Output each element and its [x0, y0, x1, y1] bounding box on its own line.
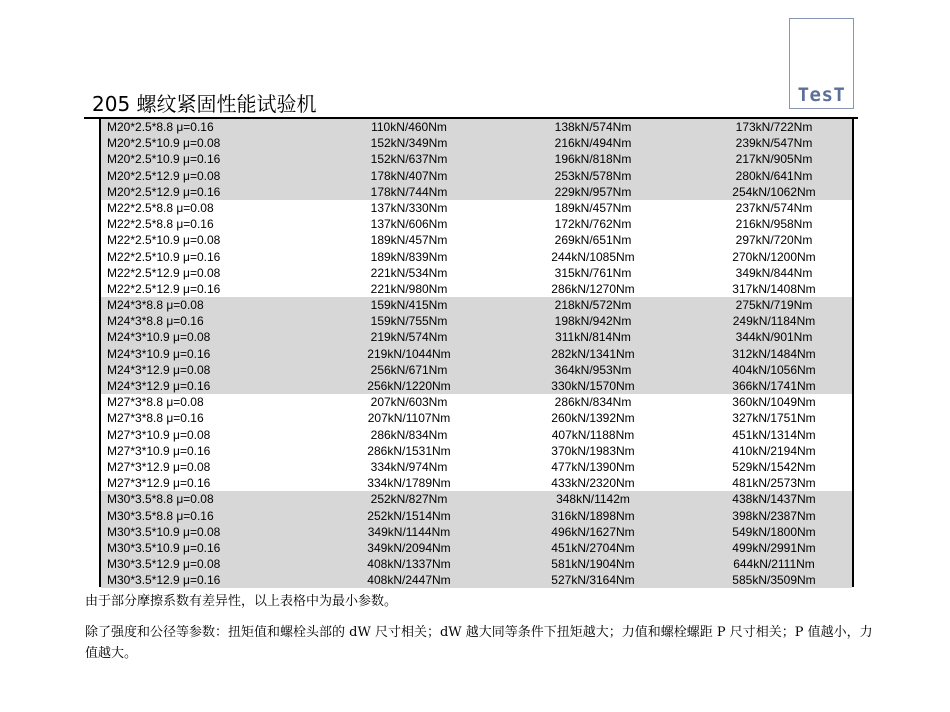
- table-row: [101, 475, 852, 491]
- spec-cell: M30*3.5*8.8 μ=0.08: [107, 492, 214, 507]
- spec-cell: M20*2.5*12.9 μ=0.16: [107, 184, 221, 199]
- value-cell-1: 349kN/2094Nm: [367, 540, 451, 555]
- value-cell-1: 221kN/534Nm: [370, 265, 448, 280]
- table-row: [101, 346, 852, 362]
- value-cell-3: 173kN/722Nm: [735, 120, 813, 134]
- value-cell-3: 644kN/2111Nm: [733, 557, 815, 572]
- value-cell-3: 398kN/2387Nm: [732, 508, 816, 523]
- value-cell-1: 219kN/1044Nm: [367, 346, 451, 361]
- value-cell-3: 312kN/1484Nm: [732, 346, 816, 361]
- value-cell-2: 286kN/834Nm: [554, 395, 632, 410]
- value-cell-3: 270kN/1200Nm: [732, 249, 816, 264]
- value-cell-3: 216kN/958Nm: [735, 217, 813, 232]
- table-row: [101, 394, 852, 410]
- spec-cell: M27*3*10.9 μ=0.08: [107, 427, 211, 442]
- value-cell-1: 152kN/637Nm: [370, 152, 448, 167]
- table-row: [101, 572, 852, 588]
- value-cell-2: 216kN/494Nm: [554, 136, 632, 151]
- value-cell-1: 252kN/827Nm: [370, 492, 448, 507]
- value-cell-2: 198kN/942Nm: [554, 314, 632, 329]
- spec-cell: M30*3.5*10.9 μ=0.16: [107, 540, 221, 555]
- spec-cell: M24*3*8.8 μ=0.16: [107, 314, 204, 329]
- spec-cell: M22*2.5*8.8 μ=0.08: [107, 200, 214, 215]
- value-cell-3: 239kN/547Nm: [735, 136, 813, 151]
- value-cell-1: 178kN/744Nm: [370, 184, 448, 199]
- spec-cell: M24*3*12.9 μ=0.08: [107, 362, 211, 377]
- value-cell-2: 189kN/457Nm: [554, 200, 632, 215]
- value-cell-3: 317kN/1408Nm: [732, 281, 816, 296]
- table-row: [101, 410, 852, 426]
- table-row: [101, 508, 852, 524]
- value-cell-1: 178kN/407Nm: [370, 168, 448, 183]
- value-cell-3: 585kN/3509Nm: [732, 573, 816, 588]
- value-cell-1: 189kN/839Nm: [370, 249, 448, 264]
- value-cell-3: 217kN/905Nm: [735, 152, 813, 167]
- table-row: [101, 459, 852, 475]
- table-row: [101, 313, 852, 329]
- value-cell-1: 334kN/974Nm: [370, 459, 448, 474]
- value-cell-2: 311kN/814Nm: [555, 330, 631, 345]
- spec-cell: M20*2.5*10.9 μ=0.08: [107, 136, 221, 151]
- spec-cell: M24*3*10.9 μ=0.16: [107, 346, 211, 361]
- value-cell-2: 477kN/1390Nm: [551, 459, 635, 474]
- value-cell-2: 364kN/953Nm: [554, 362, 632, 377]
- spec-cell: M24*3*8.8 μ=0.08: [107, 298, 204, 313]
- table-row: [101, 249, 852, 265]
- value-cell-1: 349kN/1144Nm: [367, 524, 451, 539]
- spec-cell: M27*3*8.8 μ=0.16: [107, 411, 204, 426]
- value-cell-1: 219kN/574Nm: [370, 330, 448, 345]
- spec-cell: M22*2.5*8.8 μ=0.16: [107, 217, 214, 232]
- value-cell-2: 581kN/1904Nm: [551, 557, 635, 572]
- spec-cell: M20*2.5*8.8 μ=0.16: [107, 120, 214, 134]
- test-logo: [789, 18, 854, 109]
- table-row: [101, 491, 852, 507]
- value-cell-2: 330kN/1570Nm: [551, 379, 635, 393]
- value-cell-1: 207kN/1107Nm: [367, 411, 451, 426]
- value-cell-2: 315kN/761Nm: [554, 265, 632, 280]
- spec-cell: M22*2.5*10.9 μ=0.16: [107, 249, 221, 264]
- value-cell-1: 159kN/755Nm: [370, 314, 448, 329]
- value-cell-1: 256kN/671Nm: [370, 362, 448, 377]
- value-cell-2: 348kN/1142m: [556, 492, 630, 507]
- note-minimum-params: 由于部分摩擦系数有差异性，以上表格中为最小参数。: [85, 594, 398, 609]
- value-cell-2: 282kN/1341Nm: [551, 346, 635, 361]
- spec-cell: M27*3*12.9 μ=0.08: [107, 459, 211, 474]
- spec-cell: M30*3.5*8.8 μ=0.16: [107, 508, 214, 523]
- spec-cell: M27*3*10.9 μ=0.16: [107, 443, 211, 458]
- table-row: [101, 329, 852, 345]
- spec-cell: M30*3.5*12.9 μ=0.08: [107, 557, 221, 572]
- value-cell-2: 269kN/651Nm: [554, 233, 632, 248]
- table-row: [101, 216, 852, 232]
- value-cell-1: 252kN/1514Nm: [367, 508, 451, 523]
- spec-cell: M27*3*12.9 μ=0.16: [107, 476, 211, 491]
- table-row: [101, 184, 852, 200]
- value-cell-3: 451kN/1314Nm: [732, 427, 816, 442]
- value-cell-2: 138kN/574Nm: [554, 120, 632, 134]
- value-cell-2: 244kN/1085Nm: [551, 249, 635, 264]
- table-row: [101, 232, 852, 248]
- logo-text: TesT: [797, 84, 846, 106]
- spec-cell: M22*2.5*10.9 μ=0.08: [107, 233, 221, 248]
- value-cell-3: 549kN/1800Nm: [732, 524, 816, 539]
- value-cell-1: 189kN/457Nm: [370, 233, 448, 248]
- table-row: [101, 556, 852, 572]
- spec-cell: M20*2.5*10.9 μ=0.16: [107, 152, 221, 167]
- value-cell-2: 253kN/578Nm: [554, 168, 632, 183]
- value-cell-3: 410kN/2194Nm: [732, 443, 816, 458]
- value-cell-1: 221kN/980Nm: [370, 281, 448, 296]
- value-cell-3: 297kN/720Nm: [735, 233, 813, 248]
- page-title: 205 螺纹紧固性能试验机: [92, 92, 317, 116]
- value-cell-1: 110kN/460Nm: [371, 120, 447, 134]
- value-cell-2: 433kN/2320Nm: [551, 476, 635, 491]
- value-cell-1: 137kN/330Nm: [370, 200, 448, 215]
- table-row: [101, 378, 852, 394]
- value-cell-3: 438kN/1437Nm: [732, 492, 816, 507]
- value-cell-3: 404kN/1056Nm: [732, 362, 816, 377]
- spec-cell: M24*3*12.9 μ=0.16: [107, 379, 211, 393]
- spec-cell: M22*2.5*12.9 μ=0.16: [107, 281, 221, 296]
- table-row: [101, 427, 852, 443]
- table-row: [101, 524, 852, 540]
- value-cell-2: 229kN/957Nm: [554, 184, 632, 199]
- table-row: [101, 200, 852, 216]
- value-cell-3: 280kN/641Nm: [735, 168, 813, 183]
- value-cell-3: 327kN/1751Nm: [732, 411, 816, 426]
- value-cell-2: 218kN/572Nm: [554, 298, 632, 313]
- value-cell-1: 256kN/1220Nm: [367, 379, 451, 393]
- value-cell-1: 334kN/1789Nm: [367, 476, 451, 491]
- value-cell-1: 408kN/1337Nm: [367, 557, 451, 572]
- value-cell-2: 316kN/1898Nm: [551, 508, 635, 523]
- value-cell-3: 275kN/719Nm: [735, 298, 813, 313]
- value-cell-1: 408kN/2447Nm: [367, 573, 451, 588]
- table-body: [101, 119, 852, 588]
- value-cell-3: 529kN/1542Nm: [732, 459, 816, 474]
- value-cell-2: 496kN/1627Nm: [551, 524, 635, 539]
- table-row: [101, 362, 852, 378]
- value-cell-1: 286kN/1531Nm: [367, 443, 451, 458]
- value-cell-3: 499kN/2991Nm: [732, 540, 816, 555]
- value-cell-1: 286kN/834Nm: [370, 427, 448, 442]
- value-cell-3: 366kN/1741Nm: [732, 379, 816, 393]
- value-cell-2: 196kN/818Nm: [554, 152, 632, 167]
- value-cell-1: 137kN/606Nm: [370, 217, 448, 232]
- note-torque-force: 除了强度和公径等参数：扭矩值和螺栓头部的 dW 尺寸相关；dW 越大同等条件下扭矩越大；力值和螺栓螺距 P 尺寸相关；P 值越小，力值越大。: [85, 625, 873, 661]
- value-cell-1: 207kN/603Nm: [370, 395, 448, 410]
- value-cell-3: 360kN/1049Nm: [732, 395, 816, 410]
- spec-cell: M24*3*10.9 μ=0.08: [107, 330, 211, 345]
- table-row: [101, 135, 852, 151]
- table-row: [101, 119, 852, 135]
- table-row: [101, 281, 852, 297]
- value-cell-3: 249kN/1184Nm: [732, 314, 816, 329]
- value-cell-2: 527kN/3164Nm: [551, 573, 635, 588]
- value-cell-3: 237kN/574Nm: [735, 200, 813, 215]
- table-row: [101, 168, 852, 184]
- value-cell-2: 370kN/1983Nm: [551, 443, 635, 458]
- table-row: [101, 443, 852, 459]
- value-cell-1: 159kN/415Nm: [370, 298, 448, 313]
- spec-cell: M27*3*8.8 μ=0.08: [107, 395, 204, 410]
- value-cell-2: 286kN/1270Nm: [551, 281, 635, 296]
- spec-cell: M30*3.5*10.9 μ=0.08: [107, 524, 221, 539]
- value-cell-3: 344kN/901Nm: [735, 330, 813, 345]
- spec-cell: M22*2.5*12.9 μ=0.08: [107, 265, 221, 280]
- spec-cell: M30*3.5*12.9 μ=0.16: [107, 573, 221, 588]
- table-row: [101, 540, 852, 556]
- value-cell-2: 260kN/1392Nm: [551, 411, 635, 426]
- value-cell-2: 451kN/2704Nm: [551, 540, 635, 555]
- value-cell-2: 407kN/1188Nm: [551, 427, 635, 442]
- bolt-spec-table: [99, 119, 854, 587]
- value-cell-3: 349kN/844Nm: [735, 265, 813, 280]
- value-cell-2: 172kN/762Nm: [554, 217, 632, 232]
- value-cell-3: 254kN/1062Nm: [732, 184, 816, 199]
- table-row: [101, 265, 852, 281]
- table-row: [101, 297, 852, 313]
- value-cell-3: 481kN/2573Nm: [732, 476, 816, 491]
- table-row: [101, 151, 852, 167]
- spec-cell: M20*2.5*12.9 μ=0.08: [107, 168, 221, 183]
- value-cell-1: 152kN/349Nm: [370, 136, 448, 151]
